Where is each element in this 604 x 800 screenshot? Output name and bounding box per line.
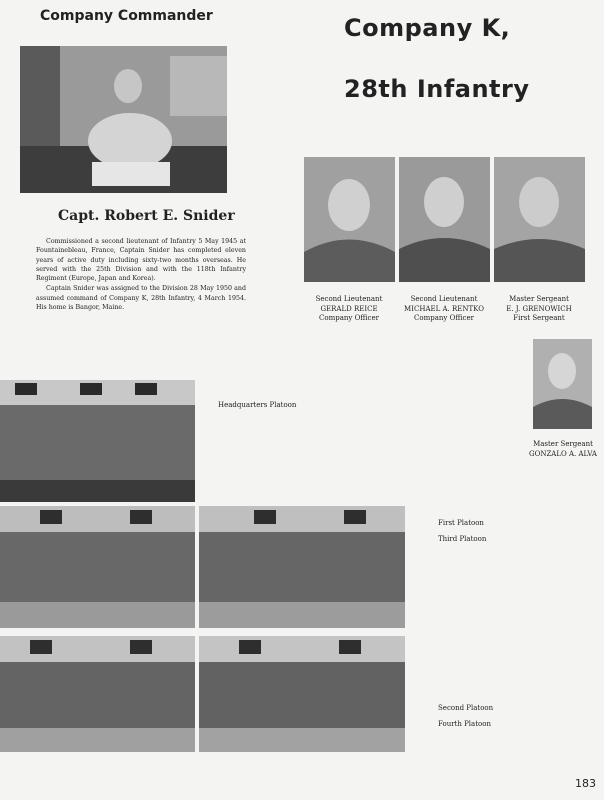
caption-role: First Sergeant <box>513 314 565 322</box>
page-number: 183 <box>575 777 596 790</box>
label-fourth-platoon: Fourth Platoon <box>438 720 491 728</box>
caption-rentko <box>389 295 499 324</box>
commander-photo <box>20 46 227 193</box>
caption-rank: Second Lieutenant <box>315 295 383 303</box>
caption-name: GERALD REICE <box>320 304 378 313</box>
photo-fourth-platoon <box>199 636 405 752</box>
section-label: Company Commander <box>40 8 213 24</box>
photo-first-platoon <box>0 506 195 628</box>
portrait-reice <box>304 157 395 282</box>
portrait-grenowich <box>494 157 585 282</box>
page-title-line2: 28th Infantry <box>344 75 530 103</box>
caption-name: MICHAEL A. RENTKO <box>404 304 484 313</box>
commander-bio <box>36 237 246 313</box>
caption-rank: Master Sergeant <box>533 440 593 448</box>
caption-name: E. J. GRENOWICH <box>506 304 572 313</box>
portrait-alva <box>533 339 592 429</box>
commander-name: Capt. Robert E. Snider <box>58 208 235 224</box>
photo-second-platoon <box>0 636 195 752</box>
caption-alva <box>508 440 604 459</box>
label-first-platoon: First Platoon <box>438 519 484 527</box>
caption-rank: Second Lieutenant <box>410 295 478 303</box>
label-third-platoon: Third Platoon <box>438 535 487 543</box>
caption-grenowich <box>484 295 594 324</box>
label-second-platoon: Second Platoon <box>438 704 494 712</box>
caption-name: GONZALO A. ALVA <box>528 449 597 458</box>
label-headquarters-platoon: Headquarters Platoon <box>218 401 297 409</box>
page-title-line1: Company K, <box>344 14 511 42</box>
bio-paragraph-1: Commissioned a second lieutenant of Infantry 5 May 1945 at Fountainebleau, France, Captain Snider has completed eleven years of active duty including sixty-two months overseas. He served with the 25th Division and with the 118th Infantry Regiment (Europe, Japan and Korea). <box>36 238 246 283</box>
caption-role: Company Officer <box>414 314 474 322</box>
caption-reice <box>294 295 404 324</box>
portrait-rentko <box>399 157 490 282</box>
bio-paragraph-2: Captain Snider was assigned to the Division 28 May 1950 and assumed command of Company K, 28th Infantry, 4 March 1954. His home is Bangor, Maine. <box>36 285 246 312</box>
caption-role: Company Officer <box>319 314 379 322</box>
caption-rank: Master Sergeant <box>509 295 569 303</box>
photo-headquarters-platoon <box>0 380 195 502</box>
photo-third-platoon <box>199 506 405 628</box>
